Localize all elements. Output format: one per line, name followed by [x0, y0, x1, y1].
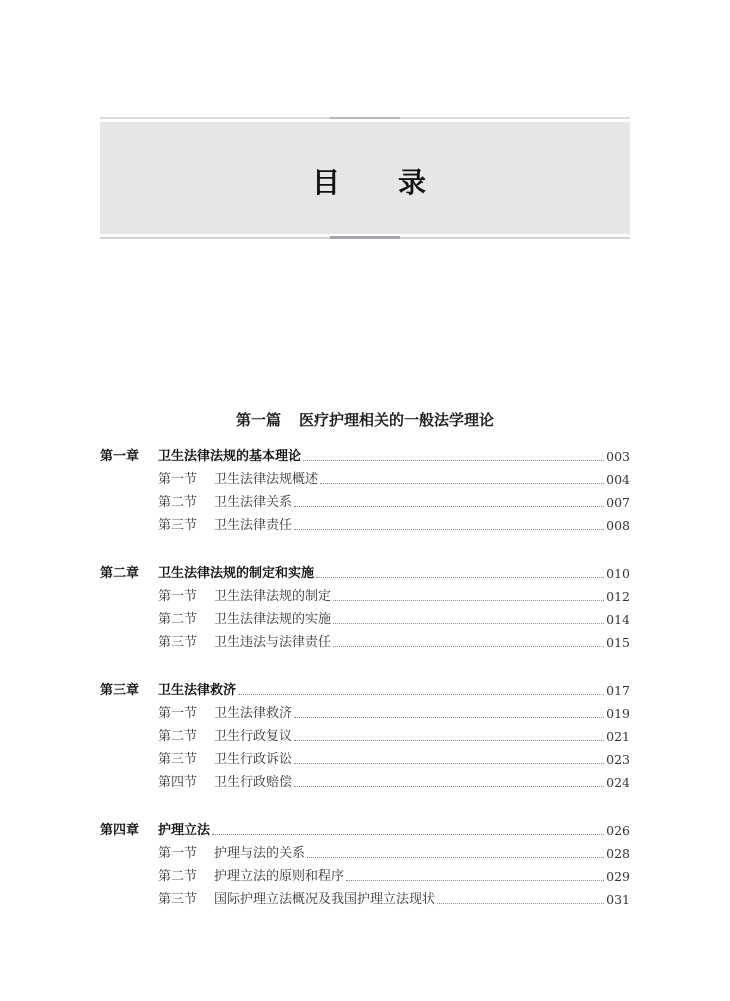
section-label: 第三节 — [158, 518, 198, 533]
dot-leader — [238, 694, 604, 695]
page-title-char-2: 录 — [398, 166, 427, 199]
part-label: 第一篇 — [235, 411, 281, 429]
toc-chapter-row — [100, 819, 630, 842]
part-heading — [0, 410, 730, 430]
section-label: 第一节 — [158, 846, 198, 861]
page-number: 029 — [606, 869, 630, 884]
section-label: 第二节 — [158, 869, 198, 884]
page-number: 024 — [606, 775, 630, 790]
chapter-title: 卫生法律法规的基本理论 — [158, 449, 302, 464]
toc-section-row — [100, 514, 630, 537]
toc-section-row — [100, 585, 630, 608]
dot-leader — [294, 717, 604, 718]
chapter-label: 第一章 — [100, 449, 140, 464]
banner-top-accent — [330, 117, 400, 119]
section-label: 第一节 — [158, 706, 198, 721]
toc-section-row — [100, 702, 630, 725]
page-number: 015 — [606, 635, 630, 650]
chapter-block — [100, 445, 630, 537]
dot-leader — [303, 460, 604, 461]
chapter-title: 卫生法律法规的制定和实施 — [158, 566, 315, 581]
toc-chapter-row — [100, 445, 630, 468]
title-banner — [100, 117, 630, 239]
section-label: 第三节 — [158, 752, 198, 767]
toc-section-row — [100, 468, 630, 491]
dot-leader — [320, 483, 604, 484]
page-number: 028 — [606, 846, 630, 861]
chapter-label: 第四章 — [100, 823, 140, 838]
page-number: 017 — [606, 683, 630, 698]
toc-section-row — [100, 631, 630, 654]
section-label: 第三节 — [158, 635, 198, 650]
toc-section-row — [100, 888, 630, 911]
section-title: 卫生行政复议 — [214, 729, 293, 744]
dot-leader — [333, 600, 604, 601]
section-title: 卫生法律法规的实施 — [214, 612, 332, 627]
page-number: 007 — [606, 495, 630, 510]
page-number: 031 — [606, 892, 630, 907]
toc-section-row — [100, 771, 630, 794]
page-number: 021 — [606, 729, 630, 744]
section-title: 卫生法律救济 — [214, 706, 293, 721]
banner-background — [100, 122, 630, 234]
toc-section-row — [100, 865, 630, 888]
toc-chapter-row — [100, 679, 630, 702]
section-label: 第一节 — [158, 589, 198, 604]
page-number: 014 — [606, 612, 630, 627]
chapter-block — [100, 679, 630, 794]
dot-leader — [333, 623, 604, 624]
page-number: 019 — [606, 706, 630, 721]
toc-section-row — [100, 842, 630, 865]
section-title: 卫生法律法规概述 — [214, 472, 319, 487]
page-number: 008 — [606, 518, 630, 533]
section-title: 卫生行政赔偿 — [214, 775, 293, 790]
chapter-label: 第二章 — [100, 566, 140, 581]
section-title: 卫生法律法规的制定 — [214, 589, 332, 604]
toc-section-row — [100, 608, 630, 631]
toc-section-row — [100, 725, 630, 748]
dot-leader — [307, 857, 604, 858]
page-number: 023 — [606, 752, 630, 767]
dot-leader — [294, 763, 604, 764]
section-label: 第二节 — [158, 495, 198, 510]
dot-leader — [346, 880, 604, 881]
chapter-title: 护理立法 — [158, 823, 211, 838]
section-label: 第三节 — [158, 892, 198, 907]
dot-leader — [294, 529, 604, 530]
chapter-title: 卫生法律救济 — [158, 683, 237, 698]
section-title: 卫生行政诉讼 — [214, 752, 293, 767]
page-number: 012 — [606, 589, 630, 604]
dot-leader — [294, 740, 604, 741]
section-title: 护理与法的关系 — [214, 846, 306, 861]
page-number: 004 — [606, 472, 630, 487]
dot-leader — [316, 577, 604, 578]
section-title: 国际护理立法概况及我国护理立法现状 — [214, 892, 436, 907]
toc-section-row — [100, 491, 630, 514]
dot-leader — [294, 506, 604, 507]
section-title: 卫生违法与法律责任 — [214, 635, 332, 650]
dot-leader — [437, 903, 604, 904]
banner-bottom-accent — [330, 236, 400, 239]
chapter-label: 第三章 — [100, 683, 140, 698]
table-of-contents — [100, 445, 630, 911]
part-title: 医疗护理相关的一般法学理论 — [299, 411, 495, 429]
chapter-block — [100, 562, 630, 654]
section-label: 第四节 — [158, 775, 198, 790]
section-title: 护理立法的原则和程序 — [214, 869, 345, 884]
toc-section-row — [100, 748, 630, 771]
page-number: 026 — [606, 823, 630, 838]
dot-leader — [212, 834, 604, 835]
section-label: 第二节 — [158, 729, 198, 744]
section-title: 卫生法律关系 — [214, 495, 293, 510]
page-number: 003 — [606, 449, 630, 464]
dot-leader — [333, 646, 604, 647]
section-title: 卫生法律责任 — [214, 518, 293, 533]
dot-leader — [294, 786, 604, 787]
page-number: 010 — [606, 566, 630, 581]
section-label: 第一节 — [158, 472, 198, 487]
section-label: 第二节 — [158, 612, 198, 627]
page-title-char-1: 目 — [312, 166, 341, 199]
chapter-block — [100, 819, 630, 911]
toc-chapter-row — [100, 562, 630, 585]
